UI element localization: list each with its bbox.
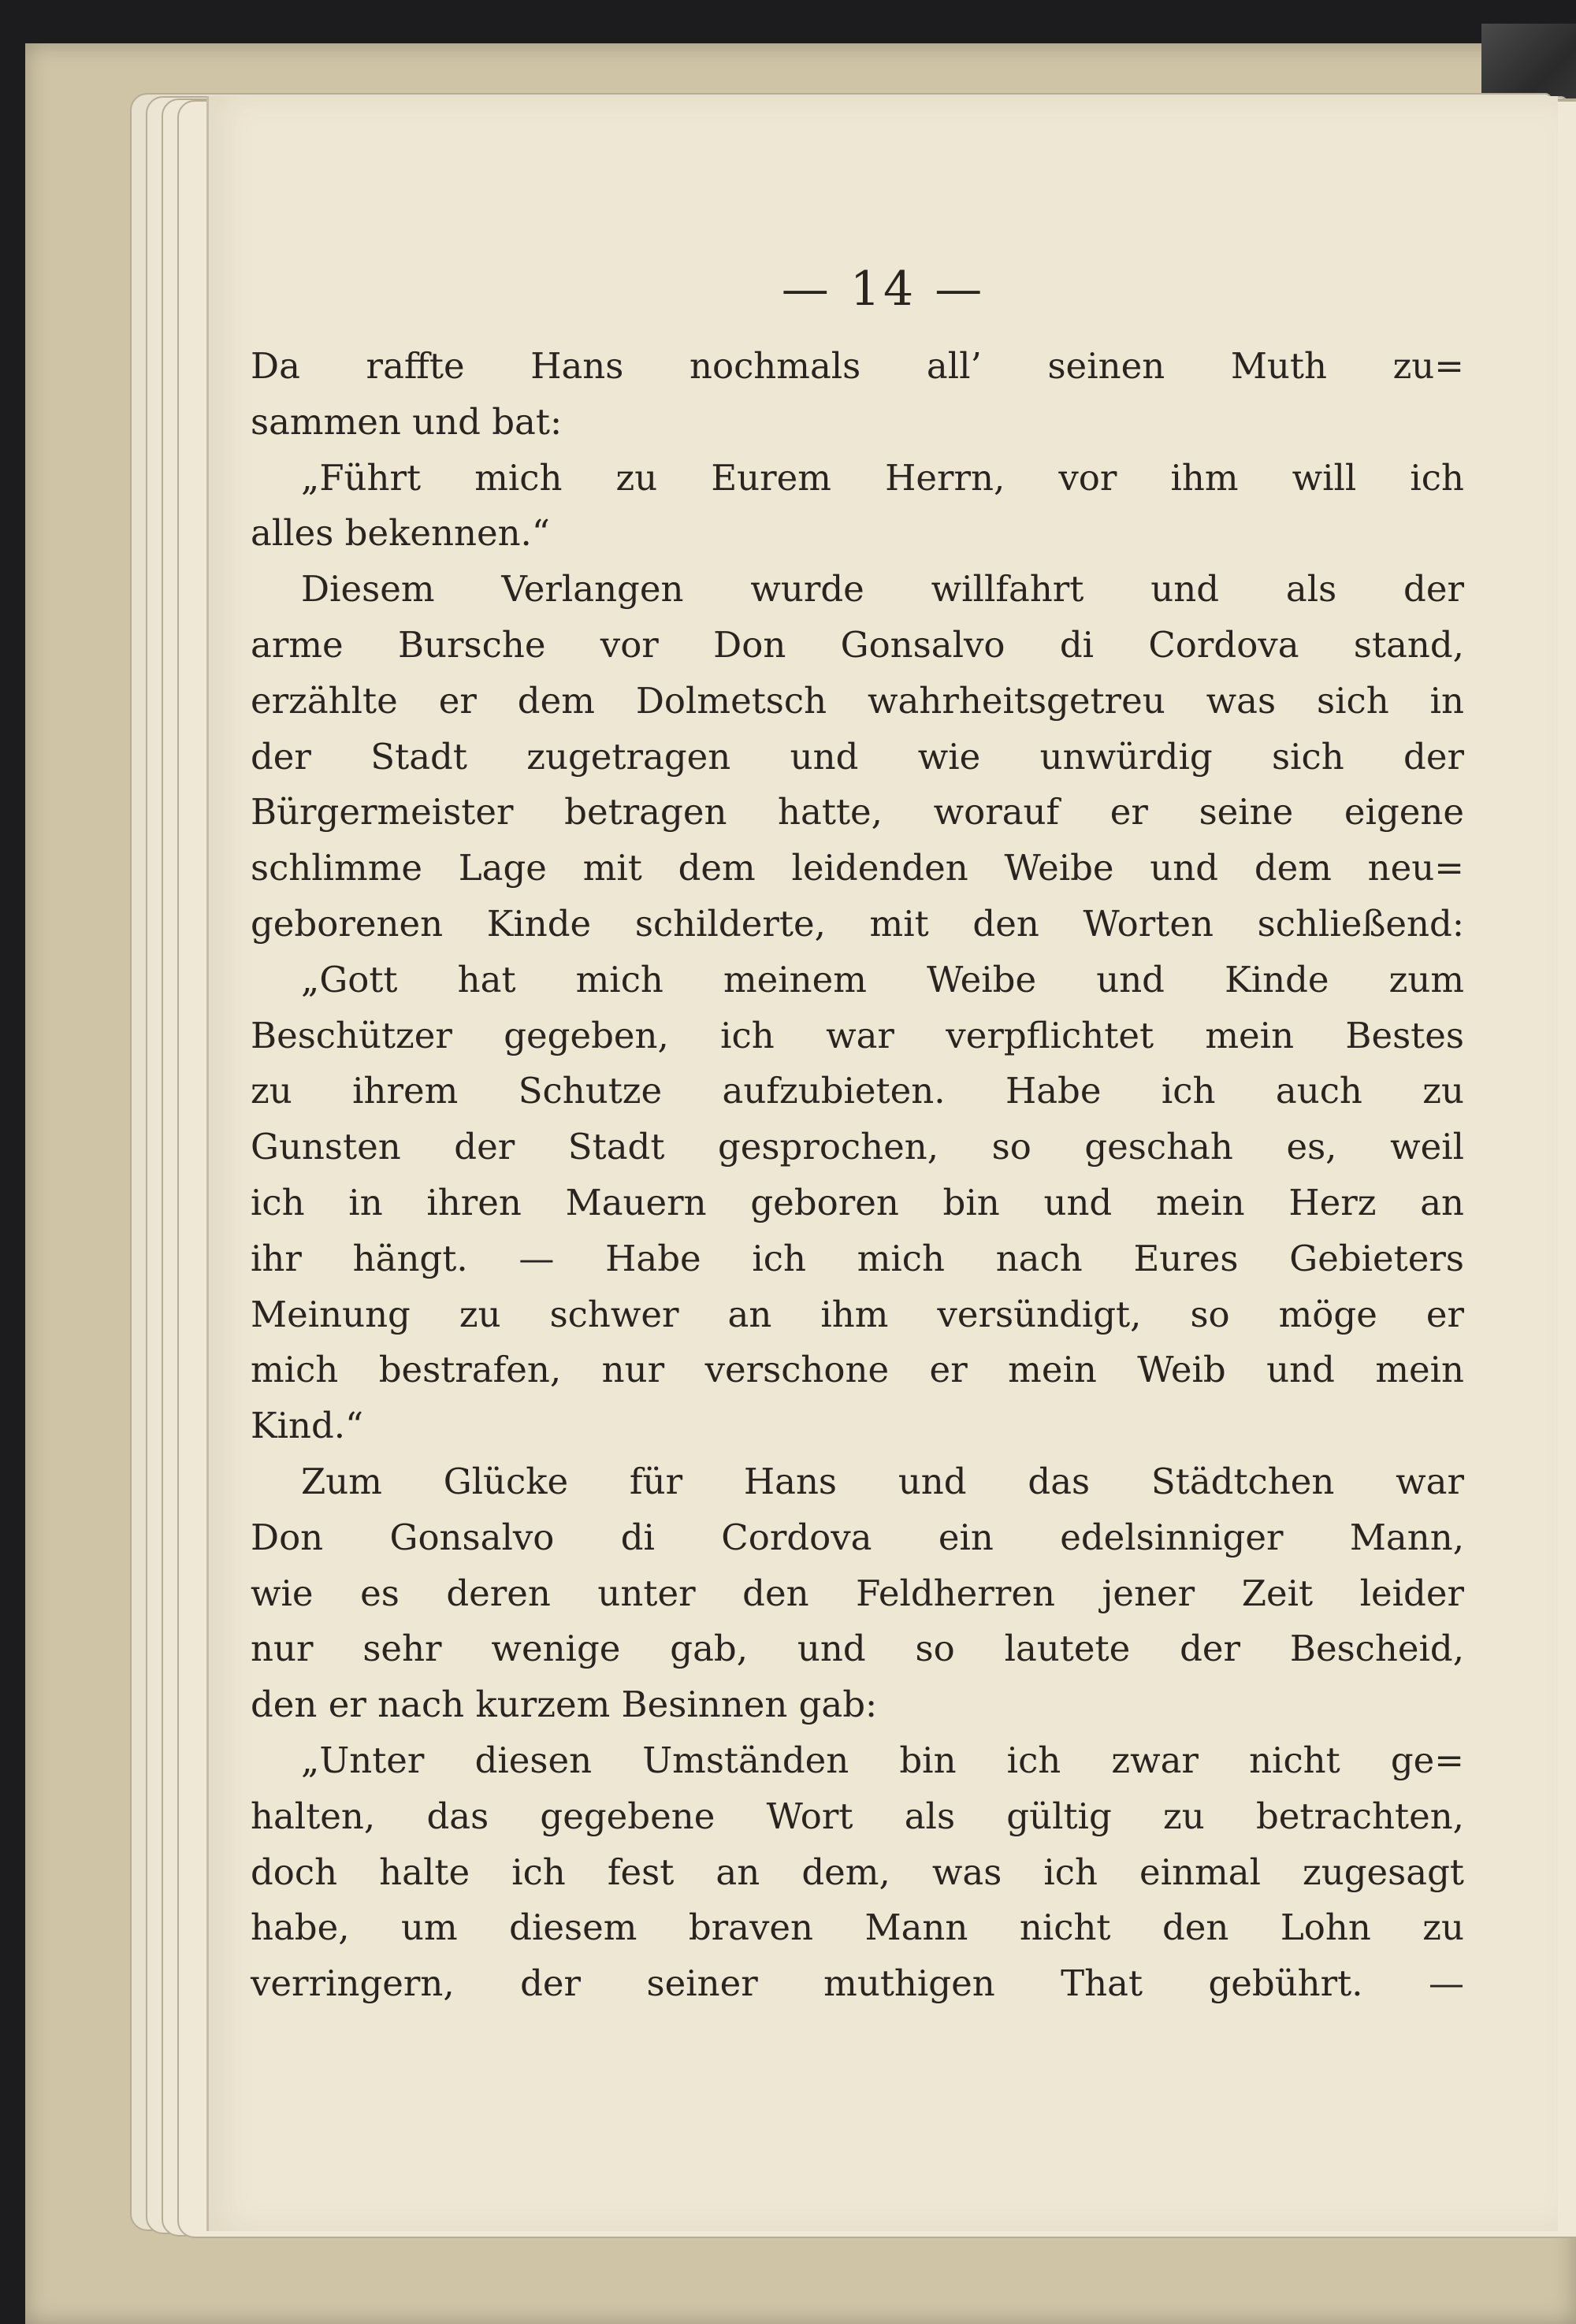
text-line: Zum Glücke für Hans und das Städtchen war (301, 1460, 1464, 1502)
text-line: ihr hängt. — Habe ich mich nach Eures Gebieters (251, 1237, 1464, 1279)
text-line: wie es deren unter den Feldherren jener Zeit leider (251, 1572, 1464, 1614)
text-line: erzählte er dem Dolmetsch wahrheitsgetreu was sich in (251, 679, 1464, 722)
text-line: Don Gonsalvo di Cordova ein edelsinniger Mann, (251, 1516, 1464, 1558)
text-line: „Führt mich zu Eurem Herrn, vor ihm will ich (301, 456, 1464, 499)
text-line: ich in ihren Mauern geboren bin und mein Herz an (251, 1181, 1464, 1223)
text-line: Da raffte Hans nochmals all’ seinen Muth zu= (251, 345, 1464, 387)
text-line: „Gott hat mich meinem Weibe und Kinde zum (301, 958, 1464, 1001)
page-text (251, 339, 1464, 2012)
text-line: den er nach kurzem Besinnen gab: (251, 1684, 878, 1726)
text-line: „Unter diesen Umständen bin ich zwar nicht ge= (301, 1739, 1464, 1781)
text-line: nur sehr wenige gab, und so lautete der Bescheid, (251, 1628, 1464, 1670)
text-line: Bürgermeister betragen hatte, worauf er seine eigene (251, 791, 1464, 833)
text-line: geborenen Kinde schilderte, mit den Worten schließend: (251, 902, 1464, 945)
text-line: mich bestrafen, nur verschone er mein Weib und mein (251, 1349, 1464, 1391)
text-line: der Stadt zugetragen und wie unwürdig sich der (251, 735, 1464, 778)
text-line: alles bekennen.“ (251, 512, 550, 555)
text-line: doch halte ich fest an dem, was ich einmal zugesagt (251, 1851, 1464, 1893)
text-line: halten, das gegebene Wort als gültig zu betrachten, (251, 1795, 1464, 1837)
text-line: Kind.“ (251, 1405, 364, 1447)
text-line: zu ihrem Schutze aufzubieten. Habe ich auch zu (251, 1070, 1464, 1112)
page-number: — 14 — (781, 262, 986, 317)
text-line: verringern, der seiner muthigen That gebührt. — (251, 1962, 1464, 2005)
text-line: habe, um diesem braven Mann nicht den Lohn zu (251, 1906, 1464, 1949)
text-line: schlimme Lage mit dem leidenden Weibe und dem neu= (251, 847, 1464, 889)
text-line: sammen und bat: (251, 400, 563, 443)
text-line: Beschützer gegeben, ich war verpflichtet mein Bestes (251, 1014, 1464, 1056)
text-line: arme Bursche vor Don Gonsalvo di Cordova stand, (251, 623, 1464, 666)
text-line: Meinung zu schwer an ihm versündigt, so möge er (251, 1293, 1464, 1335)
text-line: Diesem Verlangen wurde willfahrt und als der (301, 568, 1464, 611)
text-line: Gunsten der Stadt gesprochen, so geschah es, weil (251, 1126, 1464, 1168)
